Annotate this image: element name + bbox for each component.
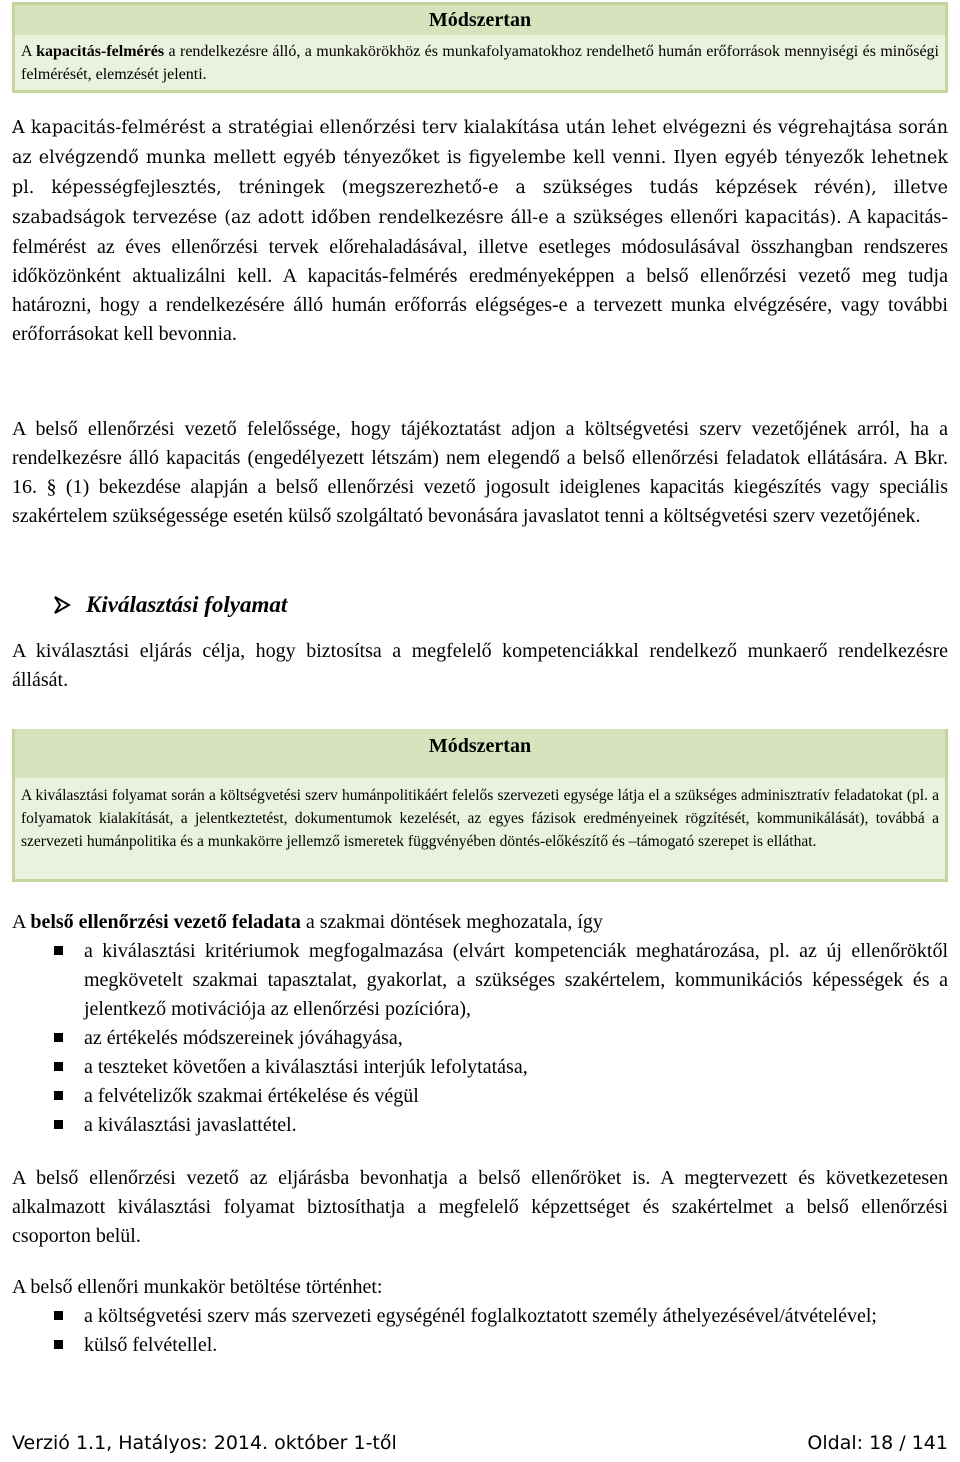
paragraph-leader-task	[12, 908, 948, 937]
square-bullet-icon	[54, 946, 63, 955]
task-rest: a szakmai döntések meghozatala, így	[300, 911, 603, 933]
paragraph-involvement: A belső ellenőrzési vezető az eljárásba bevonhatja a belső ellenőröket is. A megtervezett és következetesen alkalmazott kiválasztási folyamat biztosíthatja a megfelelő képzettséget és szakértelmet a belső ellenőrzési csoporton belül.	[12, 1167, 948, 1247]
list-item-text: a kiválasztási kritériumok megfogalmazása (elvárt kompetenciák meghatározása, pl. az új ellenőröktől megkövetelt szakmai tapasztalat, gyakorlat, a szükséges szakértelem, kommunikációs képességek és a jelentkező motivációja az ellenőrzési pozícióra),	[84, 940, 948, 1020]
list-item-text: külső felvétellel.	[84, 1334, 218, 1356]
task-prefix: A	[12, 911, 31, 933]
square-bullet-icon	[54, 1062, 63, 1071]
box-text-prefix: A	[21, 43, 37, 60]
methodology-box-title: Módszertan	[12, 2, 948, 35]
list-item	[12, 937, 948, 1024]
methodology-box-text: A kiválasztási folyamat során a költségvetési szerv humánpolitikáért felelős szervezeti egysége látja el a szükséges adminisztratív feladatokat (pl. a folyamatok kialakítását, a jelentkeztetést, dokumentumok kezelését, az egyes fázisok eredményeinek rögzítését, kommunikálását), továbbá a szervezeti humánpolitika és a munkakörre jellemző ismeretek függvényében döntés-előkészítő és –támogató szerepet is elláthat.	[12, 778, 948, 882]
square-bullet-icon	[54, 1120, 63, 1129]
list-item-text: a teszteket követően a kiválasztási interjúk lefolytatása,	[84, 1056, 528, 1078]
footer-page-number: Oldal: 18 / 141	[807, 1432, 948, 1454]
task-bold: belső ellenőrzési vezető feladata	[30, 911, 301, 933]
square-bullet-icon	[54, 1340, 63, 1349]
methodology-box-text	[12, 35, 948, 93]
methodology-box-1	[12, 2, 948, 93]
list-item	[12, 1024, 948, 1053]
arrow-right-icon	[52, 595, 72, 615]
footer-version: Verzió 1.1, Hatályos: 2014. október 1-től	[12, 1432, 397, 1454]
square-bullet-icon	[54, 1033, 63, 1042]
list-item-text: az értékelés módszereinek jóváhagyása,	[84, 1027, 403, 1049]
list-item	[12, 1331, 948, 1360]
section-heading	[12, 585, 948, 625]
filling-list	[12, 1302, 948, 1360]
paragraph-filling-position: A belső ellenőri munkakör betöltése történhet:	[12, 1276, 383, 1298]
paragraph-capacity-assessment	[12, 113, 948, 375]
square-bullet-icon	[54, 1311, 63, 1320]
page-footer	[12, 1432, 948, 1454]
methodology-box-title: Módszertan	[12, 729, 948, 778]
list-item	[12, 1111, 948, 1140]
section-title: Kiválasztási folyamat	[86, 592, 288, 617]
task-list	[12, 937, 948, 1140]
paragraph-responsibility: A belső ellenőrzési vezető felelőssége, hogy tájékoztatást adjon a költségvetési szerv vezetőjének arról, ha a rendelkezésre álló kapacitás (engedélyezett létszám) nem elegendő a belső ellenőrzési feladatok ellátására. A Bkr. 16. § (1) bekezdése alapján a belső ellenőrzési vezető jogosult ideiglenes kapacitás kiegészítés vagy speciális szakértelem szükségessége esetén külső szolgáltató bevonására javaslatot tenni a költségvetési szerv vezetőjének.	[12, 418, 948, 527]
list-item	[12, 1053, 948, 1082]
list-item-text: a költségvetési szerv más szervezeti egységénél foglalkoztatott személy áthelyezésével/átvételével;	[84, 1305, 877, 1327]
square-bullet-icon	[54, 1091, 63, 1100]
list-item	[12, 1082, 948, 1111]
list-item-text: a kiválasztási javaslattétel.	[84, 1114, 297, 1136]
methodology-box-2	[12, 729, 948, 882]
list-item-text: a felvételizők szakmai értékelése és végül	[84, 1085, 419, 1107]
paragraph-part-b: A kapacitás-felmérést az éves ellenőrzési tervek előrehaladásával, illetve esetleges módosulásával összhangban rendszeres időközönként aktualizálni kell. A kapacitás-felmérés eredményeképpen a belső ellenőrzési vezető meg tudja határozni, hogy a rendelkezésére álló humán erőforrás elégséges-e a tervezett munka elvégzésére, vagy további erőforrásokat kell bevonnia.	[12, 206, 948, 345]
document-page	[12, 0, 948, 1360]
paragraph-selection-goal: A kiválasztási eljárás célja, hogy biztosítsa a megfelelő kompetenciákkal rendelkező munkaerő rendelkezésre állását.	[12, 640, 948, 691]
list-item	[12, 1302, 948, 1331]
paragraph-part-a: A kapacitás-felmérést a stratégiai ellenőrzési terv kialakítása után lehet elvégezni és végrehajtása során az elvégzendő munka mellett egyéb tényezőket is figyelembe kell venni. Ilyen egyéb tényezők lehetnek pl. képességfejlesztés, tréningek (megszerezhető-e a szükséges tudás képzések révén), illetve szabadságok tervezése (az adott időben rendelkezésre áll-e a szükséges ellenőri kapacitás).	[12, 118, 948, 228]
box-bold-term: kapacitás-felmérés	[36, 43, 165, 60]
box-text-rest: a rendelkezésre álló, a munkakörökhöz és munkafolyamatokhoz rendelhető humán erőforrások mennyiségi és minőségi felmérését, elemzését jelenti.	[21, 43, 939, 83]
